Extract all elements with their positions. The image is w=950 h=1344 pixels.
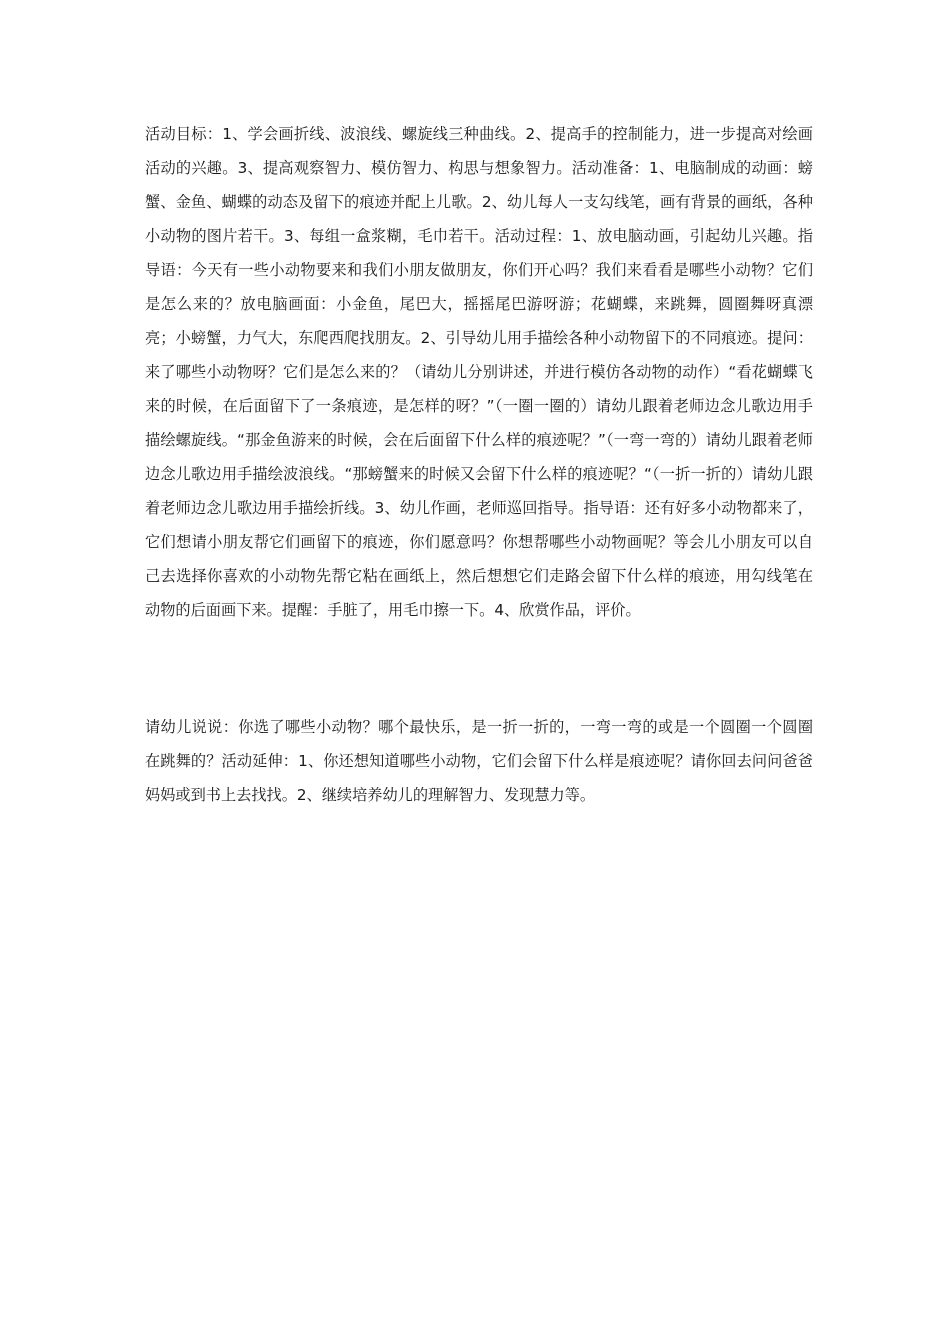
discussion-paragraph: 请幼儿说说：你选了哪些小动物？哪个最快乐，是一折一折的，一弯一弯的或是一个圆圈一个圆圈在跳舞的？活动延伸：1、你还想知道哪些小动物，它们会留下什么样是痕迹呢？请你回去问问爸爸妈妈或到书上去找找。2、继续培养幼儿的理解智力、发现慧力等。 [145,718,813,804]
activity-plan-paragraph: 活动目标：1、学会画折线、波浪线、螺旋线三种曲线。2、提高手的控制能力，进一步提高对绘画活动的兴趣。3、提高观察智力、模仿智力、构思与想象智力。活动准备：1、电脑制成的动画：螃蟹、金鱼、蝴蝶的动态及留下的痕迹并配上儿歌。2、幼儿每人一支勾线笔，画有背景的画纸，各种小动物的图片若干。3、每组一盒浆糊，毛巾若干。活动过程：1、放电脑动画，引起幼儿兴趣。指导语：今天有一些小动物要来和我们小朋友做朋友，你们开心吗？我们来看看是哪些小动物？它们是怎么来的？放电脑画面：小金鱼，尾巴大，摇摇尾巴游呀游；花蝴蝶，来跳舞，圆圈舞呀真漂亮；小螃蟹，力气大，东爬西爬找朋友。2、引导幼儿用手描绘各种小动物留下的不同痕迹。提问：来了哪些小动物呀？它们是怎么来的？（请幼儿分别讲述，并进行模仿各动物的动作）“看花蝴蝶飞来的时候，在后面留下了一条痕迹，是怎样的呀？”（一圈一圈的）请幼儿跟着老师边念儿歌边用手描绘螺旋线。“那金鱼游来的时候，会在后面留下什么样的痕迹呢？”（一弯一弯的）请幼儿跟着老师边念儿歌边用手描绘波浪线。“那螃蟹来的时候又会留下什么样的痕迹呢？“（一折一折的）请幼儿跟着老师边念儿歌边用手描绘折线。3、幼儿作画，老师巡回指导。指导语：还有好多小动物都来了，它们想请小朋友帮它们画留下的痕迹，你们愿意吗？你想帮哪些小动物画呢？等会儿小朋友可以自己去选择你喜欢的小动物先帮它粘在画纸上，然后想想它们走路会留下什么样的痕迹，用勾线笔在动物的后面画下来。提醒：手脏了，用毛巾擦一下。4、欣赏作品，评价。 [145,125,813,619]
